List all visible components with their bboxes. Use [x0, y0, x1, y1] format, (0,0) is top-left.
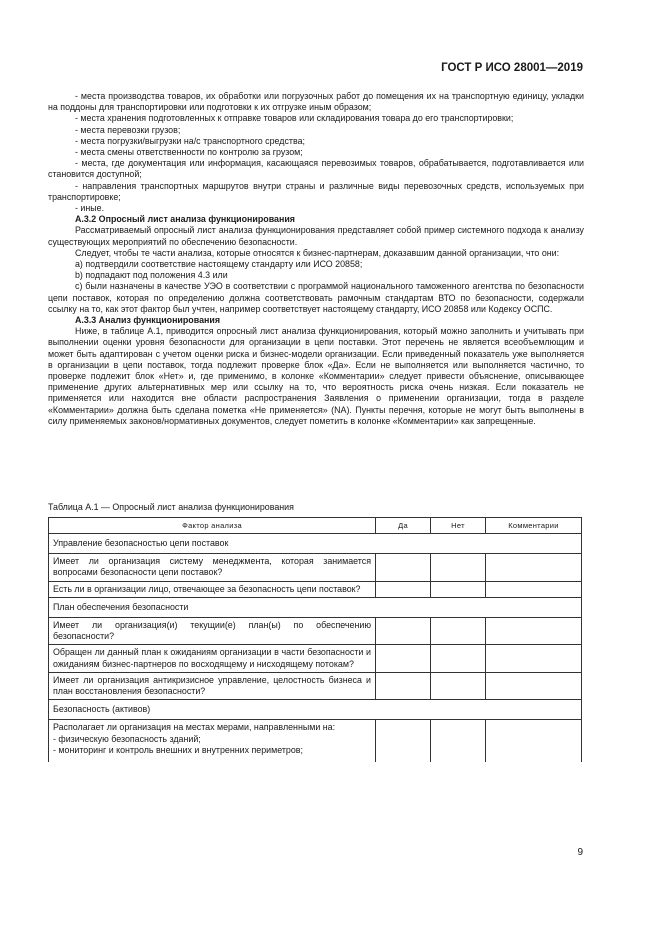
- list-item: b) подпадают под положения 4.3 или: [75, 270, 228, 281]
- bullet-item: - места производства товаров, их обработки или погрузочных работ до помещения их на транспортную единицу, укладки на поддоны для транспортировки или подготовки к их отгрузке иным образом;: [48, 91, 584, 113]
- table-row: [49, 720, 582, 763]
- header-comments: Комментарии: [486, 518, 582, 534]
- table-section-row: [49, 700, 582, 720]
- section-label: Безопасность (активов): [49, 700, 582, 720]
- table-header-row: [49, 518, 582, 534]
- list-item: a) подтвердили соответствие настоящему стандарту или ИСО 20858;: [75, 259, 363, 270]
- body-text: [48, 91, 584, 427]
- comments-cell[interactable]: [486, 581, 582, 597]
- header-no: Нет: [431, 518, 486, 534]
- section-label: Управление безопасностью цепи поставок: [49, 534, 582, 554]
- yes-cell[interactable]: [376, 581, 431, 597]
- paragraph: Рассматриваемый опросный лист анализа функционирования представляет собой пример системного подхода к анализу существующих мероприятий по обеспечению безопасности.: [48, 225, 584, 247]
- document-header: ГОСТ Р ИСО 28001—2019: [441, 62, 583, 74]
- yes-cell[interactable]: [376, 672, 431, 699]
- list-item: c) были назначены в качестве УЭО в соответствии с программой национального таможенного агентства по безопасности цепи поставок, которая по определению должна соответствовать рамочным стандартам ВТО по безопасности, содержали ссылку на то, как этот фактор был учтен, например соответствует настоящему стандарту, ИСО 20858 или Кодексу ОСПС.: [48, 281, 584, 314]
- no-cell[interactable]: [431, 645, 486, 672]
- bullet-item: - места хранения подготовленных к отправке товаров или складирования товара до его транспортировки;: [75, 113, 514, 124]
- question-intro: Располагает ли организация на местах мерами, направленными на:: [53, 722, 336, 733]
- table-section-row: [49, 597, 582, 617]
- table-row: [49, 645, 582, 672]
- yes-cell[interactable]: [376, 720, 431, 763]
- question-cell: Есть ли в организации лицо, отвечающее за безопасность цепи поставок?: [49, 581, 376, 597]
- bullet-item: - места смены ответственности по контролю за грузом;: [75, 147, 303, 158]
- paragraph: Ниже, в таблице А.1, приводится опросный лист анализа функционирования, который можно заполнить и учитывать при выполнении оценки уровня безопасности для организации в цепи поставки. Этот перечень не является всеобъемлющим и может быть адаптирован с учетом оценки риска и бизнес-модели организации. Если приведенный показатель уже выполняется в организации в цепи поставок, тогда подлежит проверке блок «Да». Если не выполняется или выполняется частично, то проверке подлежит блок «Нет» и, где применимо, в колонке «Комментарии» следует привести объяснение, описывающее применение других альтернативных мер или ссылку на то, что вероятность риска очень низкая. Если показатель не применяется или находится вне области распространения Заявления о применении организации, тогда в разделе «Комментарии» должна быть сделана пометка «Не применяется» (NA). Пункты перечня, которые не могут быть выполнены в силу применяемых законов/нормативных документов, следует пометить в колонке «Комментарии» как запрещенные.: [48, 326, 584, 426]
- table-row: [49, 581, 582, 597]
- analysis-table: [48, 517, 582, 762]
- table-caption: Таблица А.1 — Опросный лист анализа функционирования: [48, 502, 294, 512]
- header-factor: Фактор анализа: [49, 518, 376, 534]
- question-bullet: - мониторинг и контроль внешних и внутренних периметров;: [53, 744, 303, 755]
- comments-cell[interactable]: [486, 554, 582, 581]
- question-cell: Имеет ли организация антикризисное управление, целостность бизнеса и план восстановления безопасности?: [49, 672, 376, 699]
- bullet-item: - иные.: [75, 203, 105, 214]
- no-cell[interactable]: [431, 672, 486, 699]
- bullet-item: - места перевозки грузов;: [75, 124, 181, 135]
- bullet-item: - направления транспортных маршрутов внутри страны и различные виды перевозочных средств, используемых при транспортировке;: [48, 180, 584, 202]
- no-cell[interactable]: [431, 720, 486, 763]
- question-cell: Обращен ли данный план к ожиданиям организации в части безопасности и ожиданиям бизнес-партнеров по восходящему и нисходящему потокам?: [49, 645, 376, 672]
- comments-cell[interactable]: [486, 645, 582, 672]
- bullet-item: - места погрузки/выгрузки на/с транспортного средства;: [75, 135, 305, 146]
- no-cell[interactable]: [431, 618, 486, 645]
- yes-cell[interactable]: [376, 554, 431, 581]
- paragraph: Следует, чтобы те части анализа, которые относятся к бизнес-партнерам, доказавшим данной организации, что они:: [75, 247, 560, 258]
- question-cell: Имеет ли организация систему менеджмента, которая занимается вопросами безопасности цепи поставок?: [49, 554, 376, 581]
- no-cell[interactable]: [431, 581, 486, 597]
- table-section-row: [49, 534, 582, 554]
- comments-cell[interactable]: [486, 720, 582, 763]
- page-number: 9: [577, 847, 583, 858]
- yes-cell[interactable]: [376, 618, 431, 645]
- table-row: [49, 618, 582, 645]
- table-row: [49, 554, 582, 581]
- question-bullet: - физическую безопасность зданий;: [53, 733, 201, 744]
- header-yes: Да: [376, 518, 431, 534]
- section-label: План обеспечения безопасности: [49, 597, 582, 617]
- comments-cell[interactable]: [486, 672, 582, 699]
- bullet-item: - места, где документация или информация, касающаяся перевозимых товаров, обрабатывается, подготавливается или становится доступной;: [48, 158, 584, 180]
- table-row: [49, 672, 582, 699]
- question-cell: [49, 720, 376, 763]
- no-cell[interactable]: [431, 554, 486, 581]
- section-heading-a33: А.3.3 Анализ функционирования: [75, 315, 221, 326]
- comments-cell[interactable]: [486, 618, 582, 645]
- section-heading-a32: А.3.2 Опросный лист анализа функционирования: [75, 214, 295, 225]
- question-cell: Имеет ли организация(и) текущии(е) план(ы) по обеспечению безопасности?: [49, 618, 376, 645]
- yes-cell[interactable]: [376, 645, 431, 672]
